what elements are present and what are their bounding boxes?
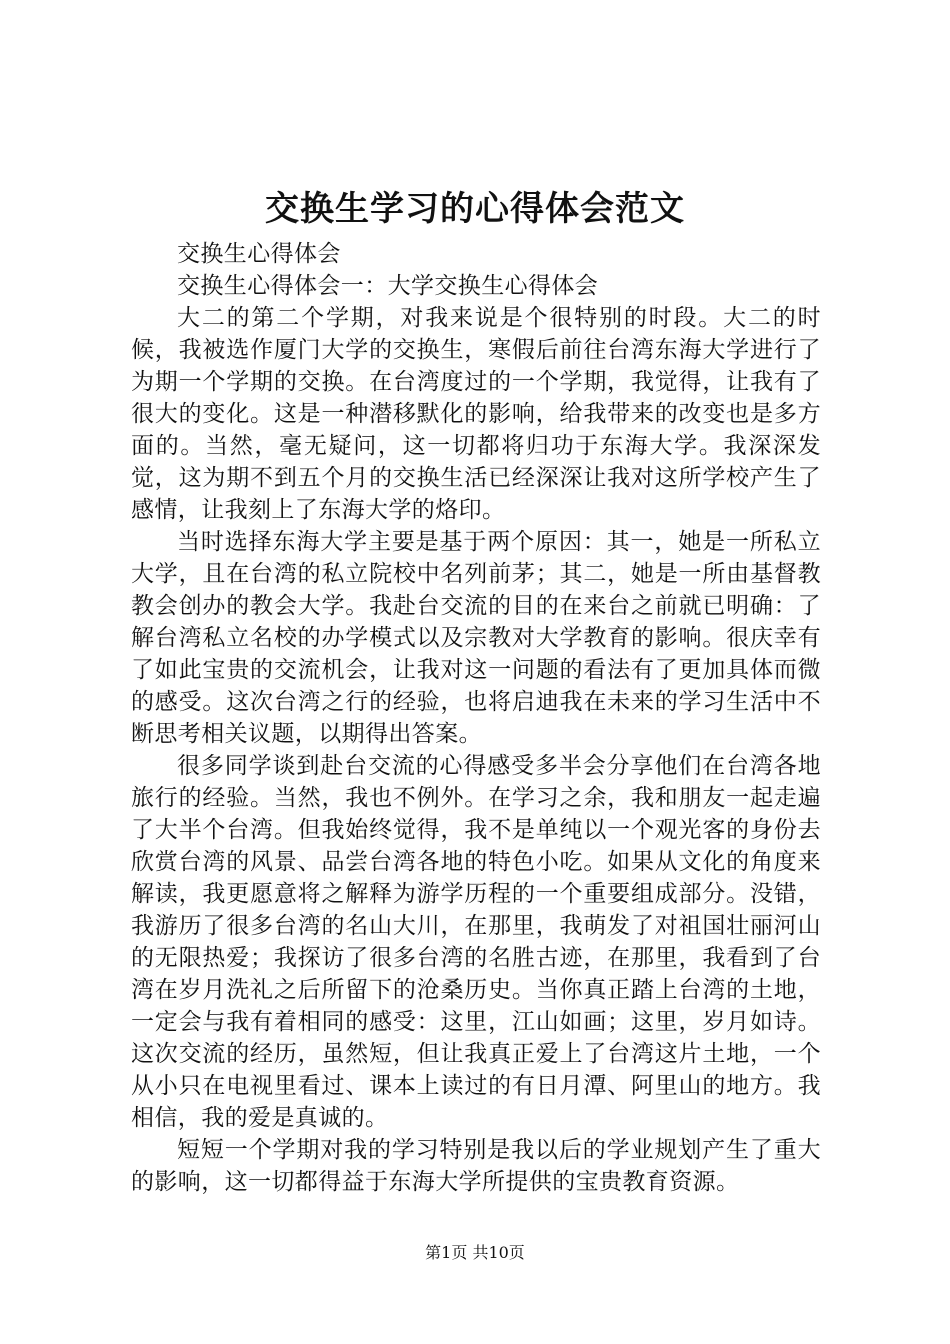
document-title: 交换生学习的心得体会范文 <box>265 189 685 229</box>
page-number-footer: 第1页 共10页 <box>425 1243 525 1262</box>
subheading: 交换生心得体会 <box>177 241 341 267</box>
subheading: 交换生心得体会一：大学交换生心得体会 <box>177 273 599 299</box>
paragraph: 当时选择东海大学主要是基于两个原因：其一，她是一所私立大学，且在台湾的私立院校中名列前茅；其二，她是一所由基督教教会创办的教会大学。我赴台交流的目的在来台之前就已明确：了解台湾私立名校的办学模式以及宗教对大学教育的影响。很庆幸有了如此宝贵的交流机会，让我对这一问题的看法有了更加具体而微的感受。这次台湾之行的经验，也将启迪我在未来的学习生活中不断思考相关议题，以期得出答案。 <box>131 529 821 747</box>
paragraph: 很多同学谈到赴台交流的心得感受多半会分享他们在台湾各地旅行的经验。当然，我也不例外。在学习之余，我和朋友一起走遍了大半个台湾。但我始终觉得，我不是单纯以一个观光客的身份去欣赏台湾的风景、品尝台湾各地的特色小吃。如果从文化的角度来解读，我更愿意将之解释为游学历程的一个重要组成部分。没错，我游历了很多台湾的名山大川，在那里，我萌发了对祖国壮丽河山的无限热爱；我探访了很多台湾的名胜古迹，在那里，我看到了台湾在岁月洗礼之后所留下的沧桑历史。当你真正踏上台湾的土地，一定会与我有着相同的感受：这里，江山如画；这里，岁月如诗。这次交流的经历，虽然短，但让我真正爱上了台湾这片土地，一个从小只在电视里看过、课本上读过的有日月潭、阿里山的地方。我相信，我的爱是真诚的。 <box>131 753 821 1131</box>
paragraph: 大二的第二个学期，对我来说是个很特别的时段。大二的时候，我被选作厦门大学的交换生，寒假后前往台湾东海大学进行了为期一个学期的交换。在台湾度过的一个学期，我觉得，让我有了很大的变化。这是一种潜移默化的影响，给我带来的改变也是多方面的。当然，毫无疑问，这一切都将归功于东海大学。我深深发觉，这为期不到五个月的交换生活已经深深让我对这所学校产生了感情，让我刻上了东海大学的烙印。 <box>131 305 821 523</box>
paragraph: 短短一个学期对我的学习特别是我以后的学业规划产生了重大的影响，这一切都得益于东海大学所提供的宝贵教育资源。 <box>131 1137 821 1195</box>
document-body <box>131 238 821 1198</box>
